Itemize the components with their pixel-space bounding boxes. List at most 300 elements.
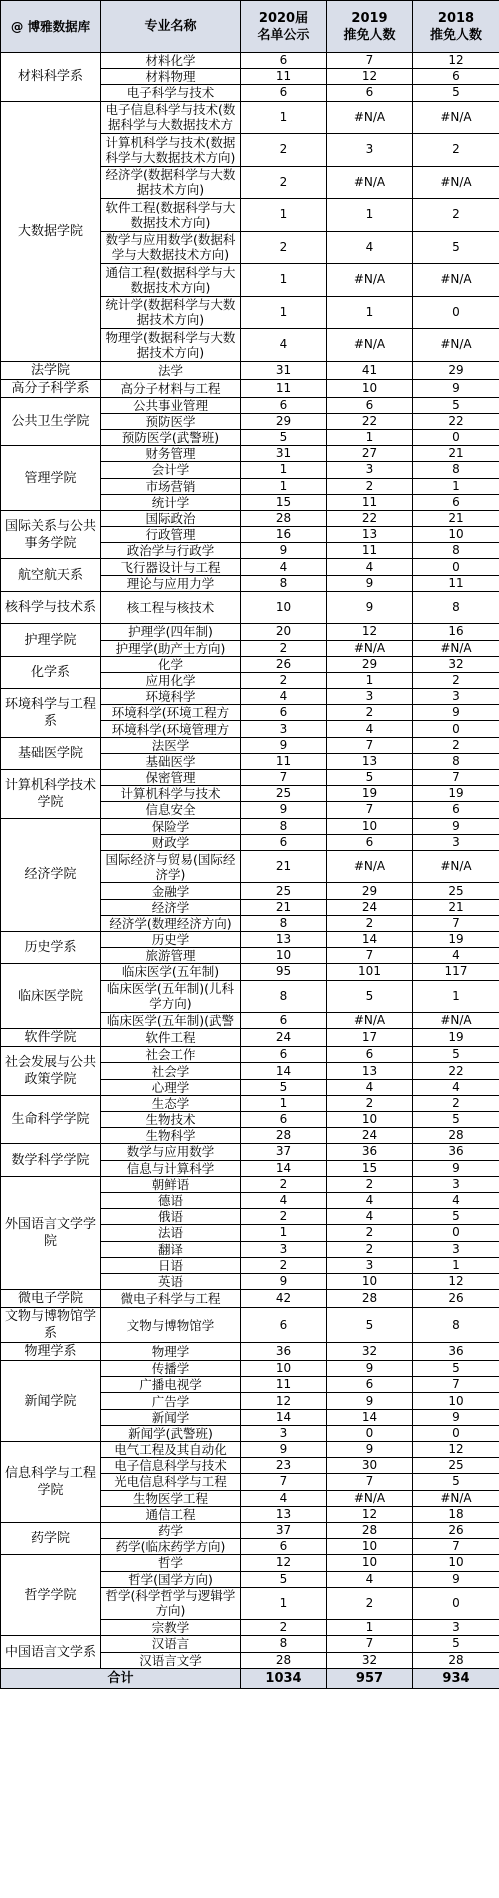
value-2018: 18 xyxy=(413,1506,499,1522)
major-cell: 汉语言 xyxy=(101,1636,241,1652)
col-2020-header: 2020届 名单公示 xyxy=(241,1,327,53)
value-2019: 7 xyxy=(327,1474,413,1490)
major-cell: 会计学 xyxy=(101,462,241,478)
value-2019: 9 xyxy=(327,1393,413,1409)
major-cell: 信息安全 xyxy=(101,802,241,818)
table-row xyxy=(1,1308,499,1343)
value-2020: 10 xyxy=(241,948,327,964)
value-2018: 117 xyxy=(413,964,499,980)
table-row xyxy=(1,656,499,672)
value-2018: 9 xyxy=(413,705,499,721)
table-row xyxy=(1,1029,499,1047)
value-2020: 2 xyxy=(241,1209,327,1225)
value-2018: 7 xyxy=(413,1377,499,1393)
table-row xyxy=(1,624,499,640)
value-2019: 4 xyxy=(327,231,413,264)
value-2019: 7 xyxy=(327,802,413,818)
value-2018: 26 xyxy=(413,1290,499,1308)
value-2020: 2 xyxy=(241,640,327,656)
value-2020: 28 xyxy=(241,510,327,526)
value-2019: 1 xyxy=(327,1620,413,1636)
college-cell: 中国语言文学系 xyxy=(1,1636,101,1668)
value-2020: 9 xyxy=(241,543,327,559)
value-2019: 14 xyxy=(327,932,413,948)
major-cell: 旅游管理 xyxy=(101,948,241,964)
table-row xyxy=(1,1361,499,1377)
value-2018: 3 xyxy=(413,1241,499,1257)
value-2018: 0 xyxy=(413,559,499,575)
value-2020: 3 xyxy=(241,1425,327,1441)
value-2019: 10 xyxy=(327,379,413,397)
value-2018: #N/A xyxy=(413,1013,499,1029)
major-cell: 英语 xyxy=(101,1273,241,1289)
table-row xyxy=(1,1176,499,1192)
major-cell: 广播电视学 xyxy=(101,1377,241,1393)
value-2018: 3 xyxy=(413,1176,499,1192)
value-2018: #N/A xyxy=(413,329,499,362)
major-cell: 统计学(数据科学与大数据技术方向) xyxy=(101,296,241,329)
value-2018: 6 xyxy=(413,69,499,85)
value-2019: 2 xyxy=(327,1176,413,1192)
major-cell: 公共事业管理 xyxy=(101,397,241,413)
value-2018: 5 xyxy=(413,231,499,264)
value-2020: 37 xyxy=(241,1522,327,1538)
major-cell: 核工程与核技术 xyxy=(101,591,241,624)
table-row xyxy=(1,379,499,397)
value-2020: 2 xyxy=(241,231,327,264)
value-2018: 25 xyxy=(413,883,499,899)
major-cell: 市场营销 xyxy=(101,478,241,494)
major-cell: 汉语言文学 xyxy=(101,1652,241,1668)
college-cell: 环境科学与工程系 xyxy=(1,689,101,738)
value-2019: 12 xyxy=(327,69,413,85)
major-cell: 生态学 xyxy=(101,1095,241,1111)
value-2018: 7 xyxy=(413,770,499,786)
value-2020: 11 xyxy=(241,379,327,397)
value-2019: 32 xyxy=(327,1652,413,1668)
value-2018: 5 xyxy=(413,1047,499,1063)
value-2019: 3 xyxy=(327,462,413,478)
major-cell: 法语 xyxy=(101,1225,241,1241)
value-2020: 8 xyxy=(241,575,327,591)
value-2020: 6 xyxy=(241,1112,327,1128)
value-2019: 9 xyxy=(327,591,413,624)
value-2018: 5 xyxy=(413,1474,499,1490)
value-2018: 5 xyxy=(413,1209,499,1225)
value-2020: 14 xyxy=(241,1063,327,1079)
value-2019: 36 xyxy=(327,1144,413,1160)
value-2020: 11 xyxy=(241,69,327,85)
value-2020: 21 xyxy=(241,850,327,883)
value-2020: 11 xyxy=(241,753,327,769)
value-2020: 23 xyxy=(241,1458,327,1474)
major-cell: 哲学(国学方向) xyxy=(101,1571,241,1587)
value-2019: 2 xyxy=(327,705,413,721)
value-2020: 31 xyxy=(241,446,327,462)
college-cell: 公共卫生学院 xyxy=(1,397,101,446)
value-2020: 6 xyxy=(241,1013,327,1029)
college-cell: 经济学院 xyxy=(1,818,101,931)
value-2020: 15 xyxy=(241,494,327,510)
value-2020: 6 xyxy=(241,834,327,850)
major-cell: 计算机科学与技术(数据科学与大数据技术方向) xyxy=(101,134,241,167)
value-2020: 4 xyxy=(241,1490,327,1506)
value-2018: 19 xyxy=(413,932,499,948)
value-2020: 25 xyxy=(241,786,327,802)
total-label: 合计 xyxy=(1,1668,241,1688)
major-cell: 通信工程 xyxy=(101,1506,241,1522)
major-cell: 环境科学(环境管理方 xyxy=(101,721,241,737)
value-2019: 4 xyxy=(327,1192,413,1208)
value-2018: 22 xyxy=(413,1063,499,1079)
college-cell: 软件学院 xyxy=(1,1029,101,1047)
value-2019: 22 xyxy=(327,510,413,526)
college-cell: 护理学院 xyxy=(1,624,101,656)
value-2018: #N/A xyxy=(413,640,499,656)
value-2019: 10 xyxy=(327,1112,413,1128)
value-2020: 13 xyxy=(241,1506,327,1522)
table-row xyxy=(1,1144,499,1160)
brand-header: @ 博雅数据库 xyxy=(1,1,101,53)
value-2018: 12 xyxy=(413,53,499,69)
college-cell: 航空航天系 xyxy=(1,559,101,591)
major-header: 专业名称 xyxy=(101,1,241,53)
value-2018: 2 xyxy=(413,199,499,232)
value-2019: 28 xyxy=(327,1290,413,1308)
value-2019: 22 xyxy=(327,413,413,429)
value-2020: 9 xyxy=(241,802,327,818)
major-cell: 政治学与行政学 xyxy=(101,543,241,559)
table-row xyxy=(1,1522,499,1538)
value-2020: 1 xyxy=(241,1225,327,1241)
major-cell: 哲学(科学哲学与逻辑学方向) xyxy=(101,1587,241,1620)
value-2018: 9 xyxy=(413,818,499,834)
table-row xyxy=(1,591,499,624)
major-cell: 社会工作 xyxy=(101,1047,241,1063)
major-cell: 经济学(数理经济方向) xyxy=(101,915,241,931)
table-row xyxy=(1,1290,499,1308)
value-2020: 1 xyxy=(241,101,327,134)
major-cell: 临床医学(五年制) xyxy=(101,964,241,980)
major-cell: 电气工程及其自动化 xyxy=(101,1442,241,1458)
value-2020: 1 xyxy=(241,1587,327,1620)
value-2019: 2 xyxy=(327,915,413,931)
table-row xyxy=(1,818,499,834)
value-2018: 7 xyxy=(413,1539,499,1555)
value-2019: 12 xyxy=(327,624,413,640)
college-cell: 文物与博物馆学系 xyxy=(1,1308,101,1343)
major-cell: 经济学(数据科学与大数据技术方向) xyxy=(101,166,241,199)
major-cell: 临床医学(五年制)(武警 xyxy=(101,1013,241,1029)
value-2018: #N/A xyxy=(413,166,499,199)
value-2020: 2 xyxy=(241,134,327,167)
major-cell: 财政学 xyxy=(101,834,241,850)
value-2019: 10 xyxy=(327,1273,413,1289)
value-2018: 5 xyxy=(413,1636,499,1652)
value-2020: 31 xyxy=(241,361,327,379)
value-2019: 1 xyxy=(327,199,413,232)
major-cell: 历史学 xyxy=(101,932,241,948)
table-row xyxy=(1,689,499,705)
major-cell: 护理学(四年制) xyxy=(101,624,241,640)
college-cell: 历史学系 xyxy=(1,932,101,964)
value-2019: 12 xyxy=(327,1506,413,1522)
value-2019: 6 xyxy=(327,834,413,850)
value-2019: 6 xyxy=(327,397,413,413)
table-row xyxy=(1,770,499,786)
value-2018: 36 xyxy=(413,1343,499,1361)
table-row xyxy=(1,510,499,526)
major-cell: 广告学 xyxy=(101,1393,241,1409)
college-cell: 信息科学与工程学院 xyxy=(1,1442,101,1523)
value-2020: 2 xyxy=(241,672,327,688)
value-2018: 5 xyxy=(413,1112,499,1128)
value-2020: 1 xyxy=(241,264,327,297)
college-cell: 社会发展与公共政策学院 xyxy=(1,1047,101,1096)
college-cell: 临床医学院 xyxy=(1,964,101,1029)
major-cell: 计算机科学与技术 xyxy=(101,786,241,802)
value-2020: 7 xyxy=(241,1474,327,1490)
value-2019: 3 xyxy=(327,134,413,167)
major-cell: 应用化学 xyxy=(101,672,241,688)
value-2018: 5 xyxy=(413,85,499,101)
value-2018: 32 xyxy=(413,656,499,672)
value-2019: 13 xyxy=(327,1063,413,1079)
value-2019: 5 xyxy=(327,980,413,1013)
major-cell: 统计学 xyxy=(101,494,241,510)
value-2019: #N/A xyxy=(327,640,413,656)
value-2020: 8 xyxy=(241,915,327,931)
value-2019: 29 xyxy=(327,883,413,899)
college-cell: 微电子学院 xyxy=(1,1290,101,1308)
value-2019: 101 xyxy=(327,964,413,980)
value-2020: 9 xyxy=(241,737,327,753)
table-row xyxy=(1,397,499,413)
major-cell: 生物技术 xyxy=(101,1112,241,1128)
college-cell: 大数据学院 xyxy=(1,101,101,361)
major-cell: 电子科学与技术 xyxy=(101,85,241,101)
value-2018: 9 xyxy=(413,1160,499,1176)
major-cell: 数学与应用数学 xyxy=(101,1144,241,1160)
major-cell: 环境科学 xyxy=(101,689,241,705)
value-2018: 3 xyxy=(413,1620,499,1636)
college-cell: 生命科学学院 xyxy=(1,1095,101,1144)
value-2020: 26 xyxy=(241,656,327,672)
value-2019: 6 xyxy=(327,1047,413,1063)
table-row xyxy=(1,1636,499,1652)
value-2019: #N/A xyxy=(327,264,413,297)
value-2020: 14 xyxy=(241,1160,327,1176)
value-2018: 3 xyxy=(413,689,499,705)
value-2018: 5 xyxy=(413,1361,499,1377)
major-cell: 文物与博物馆学 xyxy=(101,1308,241,1343)
major-cell: 社会学 xyxy=(101,1063,241,1079)
college-cell: 哲学学院 xyxy=(1,1555,101,1636)
value-2018: 19 xyxy=(413,1029,499,1047)
major-cell: 物理学(数据科学与大数据技术方向) xyxy=(101,329,241,362)
table-row xyxy=(1,964,499,980)
major-cell: 俄语 xyxy=(101,1209,241,1225)
value-2020: 6 xyxy=(241,85,327,101)
value-2018: 0 xyxy=(413,296,499,329)
major-cell: 国际经济与贸易(国际经济学) xyxy=(101,850,241,883)
major-cell: 保密管理 xyxy=(101,770,241,786)
value-2020: 1 xyxy=(241,462,327,478)
value-2018: 10 xyxy=(413,1393,499,1409)
total-2018: 934 xyxy=(413,1668,499,1688)
value-2020: 42 xyxy=(241,1290,327,1308)
value-2019: 9 xyxy=(327,1361,413,1377)
college-cell: 物理学系 xyxy=(1,1343,101,1361)
value-2020: 14 xyxy=(241,1409,327,1425)
value-2018: 21 xyxy=(413,510,499,526)
value-2020: 7 xyxy=(241,770,327,786)
major-cell: 生物医学工程 xyxy=(101,1490,241,1506)
major-cell: 哲学 xyxy=(101,1555,241,1571)
value-2018: 36 xyxy=(413,1144,499,1160)
value-2018: #N/A xyxy=(413,1490,499,1506)
value-2018: 3 xyxy=(413,834,499,850)
value-2018: 8 xyxy=(413,591,499,624)
value-2019: 1 xyxy=(327,296,413,329)
value-2020: 2 xyxy=(241,1176,327,1192)
value-2019: 7 xyxy=(327,737,413,753)
college-cell: 管理学院 xyxy=(1,446,101,511)
college-cell: 高分子科学系 xyxy=(1,379,101,397)
value-2018: 5 xyxy=(413,397,499,413)
major-cell: 临床医学(五年制)(儿科学方向) xyxy=(101,980,241,1013)
value-2018: 11 xyxy=(413,575,499,591)
value-2020: 10 xyxy=(241,591,327,624)
value-2020: 29 xyxy=(241,413,327,429)
value-2018: 1 xyxy=(413,478,499,494)
table-row xyxy=(1,737,499,753)
value-2018: 2 xyxy=(413,737,499,753)
value-2019: 32 xyxy=(327,1343,413,1361)
value-2019: 24 xyxy=(327,899,413,915)
value-2019: 13 xyxy=(327,527,413,543)
value-2018: 25 xyxy=(413,1458,499,1474)
value-2018: #N/A xyxy=(413,101,499,134)
table-row xyxy=(1,1095,499,1111)
value-2020: 20 xyxy=(241,624,327,640)
col-2019-header: 2019 推免人数 xyxy=(327,1,413,53)
value-2020: 5 xyxy=(241,1079,327,1095)
major-cell: 金融学 xyxy=(101,883,241,899)
value-2020: 6 xyxy=(241,1539,327,1555)
value-2018: 8 xyxy=(413,543,499,559)
major-cell: 财务管理 xyxy=(101,446,241,462)
value-2020: 6 xyxy=(241,53,327,69)
value-2019: 27 xyxy=(327,446,413,462)
value-2019: 11 xyxy=(327,543,413,559)
value-2019: 5 xyxy=(327,1308,413,1343)
major-cell: 宗教学 xyxy=(101,1620,241,1636)
value-2019: 28 xyxy=(327,1522,413,1538)
value-2018: 26 xyxy=(413,1522,499,1538)
value-2019: 2 xyxy=(327,1241,413,1257)
value-2018: 0 xyxy=(413,1587,499,1620)
value-2018: 6 xyxy=(413,494,499,510)
value-2020: 3 xyxy=(241,721,327,737)
value-2019: 19 xyxy=(327,786,413,802)
major-cell: 环境科学(环境工程方 xyxy=(101,705,241,721)
major-cell: 材料化学 xyxy=(101,53,241,69)
value-2019: #N/A xyxy=(327,1013,413,1029)
value-2019: #N/A xyxy=(327,101,413,134)
major-cell: 德语 xyxy=(101,1192,241,1208)
major-cell: 朝鲜语 xyxy=(101,1176,241,1192)
value-2020: 6 xyxy=(241,1308,327,1343)
value-2020: 4 xyxy=(241,329,327,362)
major-cell: 电子信息科学与技术(数据科学与大数据技术方 xyxy=(101,101,241,134)
value-2018: 0 xyxy=(413,721,499,737)
value-2020: 6 xyxy=(241,1047,327,1063)
value-2020: 95 xyxy=(241,964,327,980)
major-cell: 药学(临床药学方向) xyxy=(101,1539,241,1555)
college-cell: 药学院 xyxy=(1,1522,101,1554)
value-2020: 1 xyxy=(241,296,327,329)
value-2020: 9 xyxy=(241,1273,327,1289)
college-cell: 化学系 xyxy=(1,656,101,688)
major-cell: 法学 xyxy=(101,361,241,379)
value-2020: 25 xyxy=(241,883,327,899)
value-2019: 1 xyxy=(327,429,413,445)
college-cell: 材料科学系 xyxy=(1,53,101,102)
value-2019: #N/A xyxy=(327,166,413,199)
value-2019: #N/A xyxy=(327,850,413,883)
value-2020: 2 xyxy=(241,1620,327,1636)
value-2019: 3 xyxy=(327,1257,413,1273)
value-2018: 0 xyxy=(413,1225,499,1241)
college-cell: 法学院 xyxy=(1,361,101,379)
value-2018: 7 xyxy=(413,915,499,931)
major-cell: 软件工程(数据科学与大数据技术方向) xyxy=(101,199,241,232)
major-cell: 保险学 xyxy=(101,818,241,834)
major-cell: 药学 xyxy=(101,1522,241,1538)
value-2019: 9 xyxy=(327,575,413,591)
value-2020: 13 xyxy=(241,932,327,948)
major-cell: 心理学 xyxy=(101,1079,241,1095)
value-2020: 6 xyxy=(241,397,327,413)
value-2020: 5 xyxy=(241,1571,327,1587)
value-2019: 10 xyxy=(327,818,413,834)
major-cell: 光电信息科学与工程 xyxy=(101,1474,241,1490)
value-2018: 8 xyxy=(413,462,499,478)
value-2019: 1 xyxy=(327,672,413,688)
major-cell: 化学 xyxy=(101,656,241,672)
value-2020: 28 xyxy=(241,1652,327,1668)
college-cell: 外国语言文学学院 xyxy=(1,1176,101,1289)
value-2020: 16 xyxy=(241,527,327,543)
value-2019: 0 xyxy=(327,1425,413,1441)
college-cell: 基础医学院 xyxy=(1,737,101,769)
value-2020: 24 xyxy=(241,1029,327,1047)
value-2020: 37 xyxy=(241,1144,327,1160)
value-2018: 2 xyxy=(413,134,499,167)
value-2018: 29 xyxy=(413,361,499,379)
value-2018: 19 xyxy=(413,786,499,802)
total-2019: 957 xyxy=(327,1668,413,1688)
value-2018: 8 xyxy=(413,753,499,769)
value-2020: 2 xyxy=(241,166,327,199)
major-cell: 护理学(助产士方向) xyxy=(101,640,241,656)
table-row xyxy=(1,1047,499,1063)
value-2019: #N/A xyxy=(327,1490,413,1506)
major-cell: 微电子科学与工程 xyxy=(101,1290,241,1308)
major-cell: 日语 xyxy=(101,1257,241,1273)
value-2019: 7 xyxy=(327,1636,413,1652)
